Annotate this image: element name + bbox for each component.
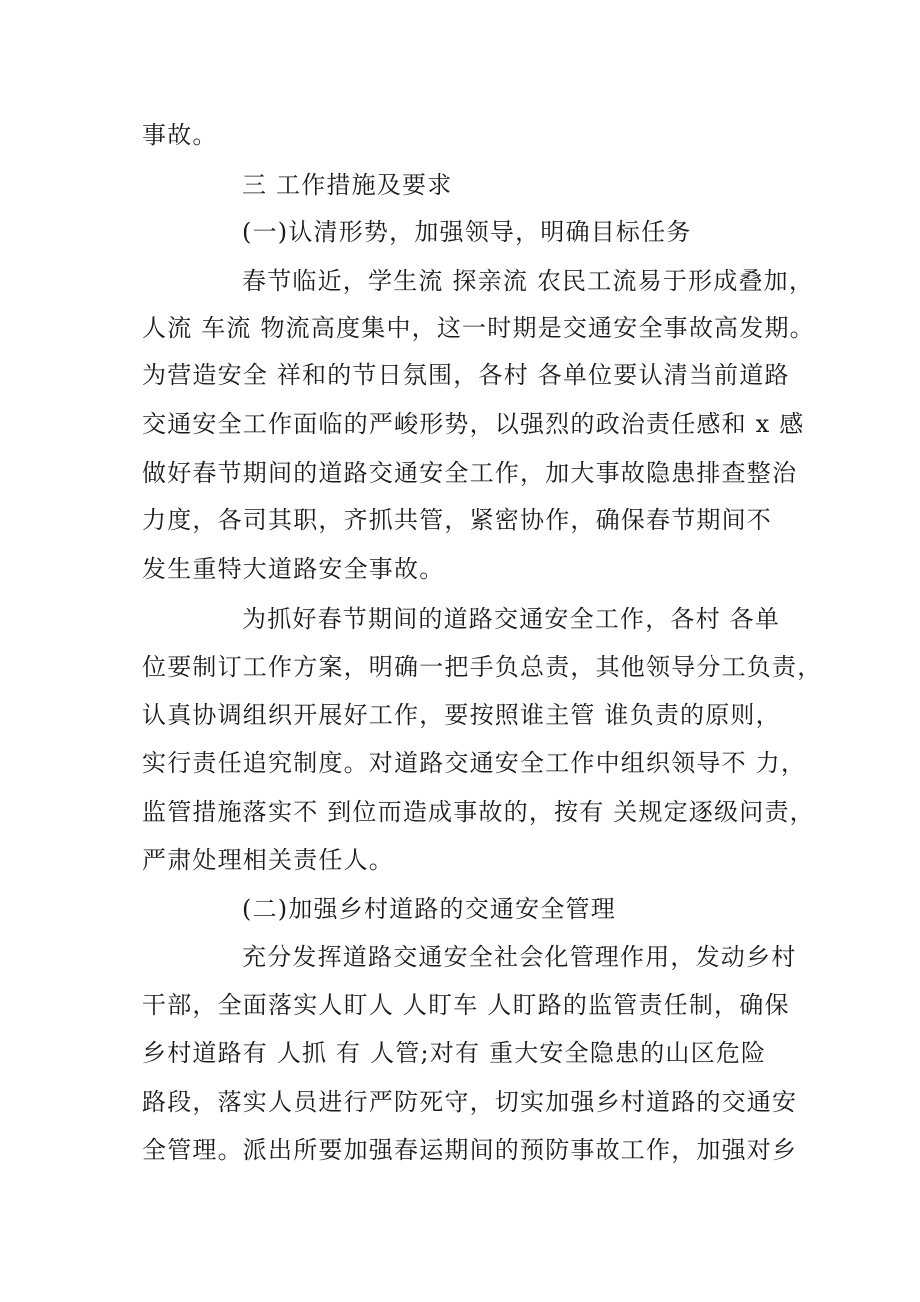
- text-line: 为抓好春节期间的道路交通安全工作，各村 各单: [242, 605, 781, 633]
- text-line: 春节临近，学生流 探亲流 农民工流易于形成叠加，: [242, 267, 815, 295]
- text-line: 充分发挥道路交通安全社会化管理作用，发动乡村: [242, 943, 797, 971]
- section-heading: 三 工作措施及要求: [242, 171, 453, 199]
- text-line: 认真协调组织开展好工作，要按照谁主管 谁负责的原则，: [142, 701, 781, 729]
- text-line: 乡村道路有 人抓 有 人管;对有 重大安全隐患的山区危险: [142, 1039, 767, 1067]
- text-line: 为营造安全 祥和的节日氛围，各村 各单位要认清当前道路: [142, 361, 790, 389]
- text-line: 监管措施落实不 到位而造成事故的，按有 关规定逐级问责，: [142, 798, 815, 826]
- subsection-heading: (二)加强乡村道路的交通安全管理: [242, 895, 616, 923]
- text-line: 路段，落实人员进行严防死守，切实加强乡村道路的交通安: [142, 1088, 798, 1116]
- text-line: 发生重特大道路安全事故。: [142, 555, 445, 583]
- text-line: 人流 车流 物流高度集中，这一时期是交通安全事故高发期。: [142, 314, 815, 342]
- text-line: 力度，各司其职，齐抓共管，紧密协作，确保春节期间不: [142, 506, 772, 534]
- text-line: 干部，全面落实人盯人 人盯车 人盯路的监管责任制，确保: [142, 991, 790, 1019]
- text-line: 全管理。派出所要加强春运期间的预防事故工作，加强对乡: [142, 1136, 798, 1164]
- text-line: 实行责任追究制度。对道路交通安全工作中组织领导不 力，: [142, 749, 807, 777]
- text-line: 事故。: [142, 121, 218, 149]
- text-line: 交通安全工作面临的严峻形势，以强烈的政治责任感和 x 感: [142, 410, 805, 438]
- text-line: 严肃处理相关责任人。: [142, 846, 394, 874]
- text-line: 做好春节期间的道路交通安全工作，加大事故隐患排查整治: [142, 459, 798, 487]
- text-line: 位要制订工作方案，明确一把手负总责，其他领导分工负责，: [142, 653, 823, 681]
- subsection-heading: (一)认清形势，加强领导，明确目标任务: [242, 218, 692, 246]
